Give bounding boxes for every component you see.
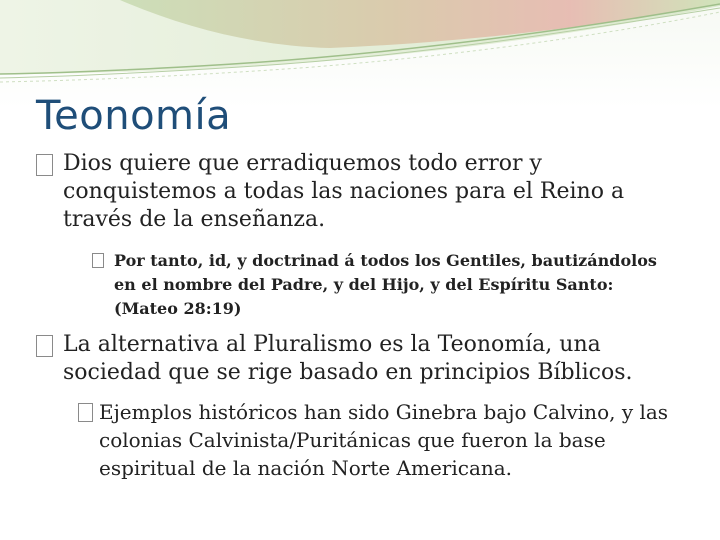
slide-title: Teonomía — [36, 93, 232, 139]
bullet-text: La alternativa al Pluralismo es la Teonomía, una sociedad que se rige basado en principios Bíblicos. — [63, 332, 633, 385]
sub-bullet-item — [92, 249, 672, 321]
sub-bullet-item — [78, 398, 688, 482]
sub-bullet-text: Por tanto, id, y doctrinad á todos los Gentiles, bautizándolos en el nombre del Padre, y del Hijo, y del Espíritu Santo: (Mateo 28:19) — [114, 251, 657, 318]
square-bullet-icon — [78, 403, 93, 422]
bullet-item — [36, 331, 686, 387]
square-bullet-icon — [92, 253, 104, 268]
bullet-text: Dios quiere que erradiquemos todo error y conquistemos a todas las naciones para el Reino a través de la enseñanza. — [63, 151, 625, 232]
bullet-item — [36, 150, 686, 234]
header-wave-decoration — [0, 0, 720, 90]
sub-bullet-text: Ejemplos históricos han sido Ginebra bajo Calvino, y las colonias Calvinista/Puritánicas que fueron la base espiritual de la nación Norte Americana. — [99, 400, 669, 480]
